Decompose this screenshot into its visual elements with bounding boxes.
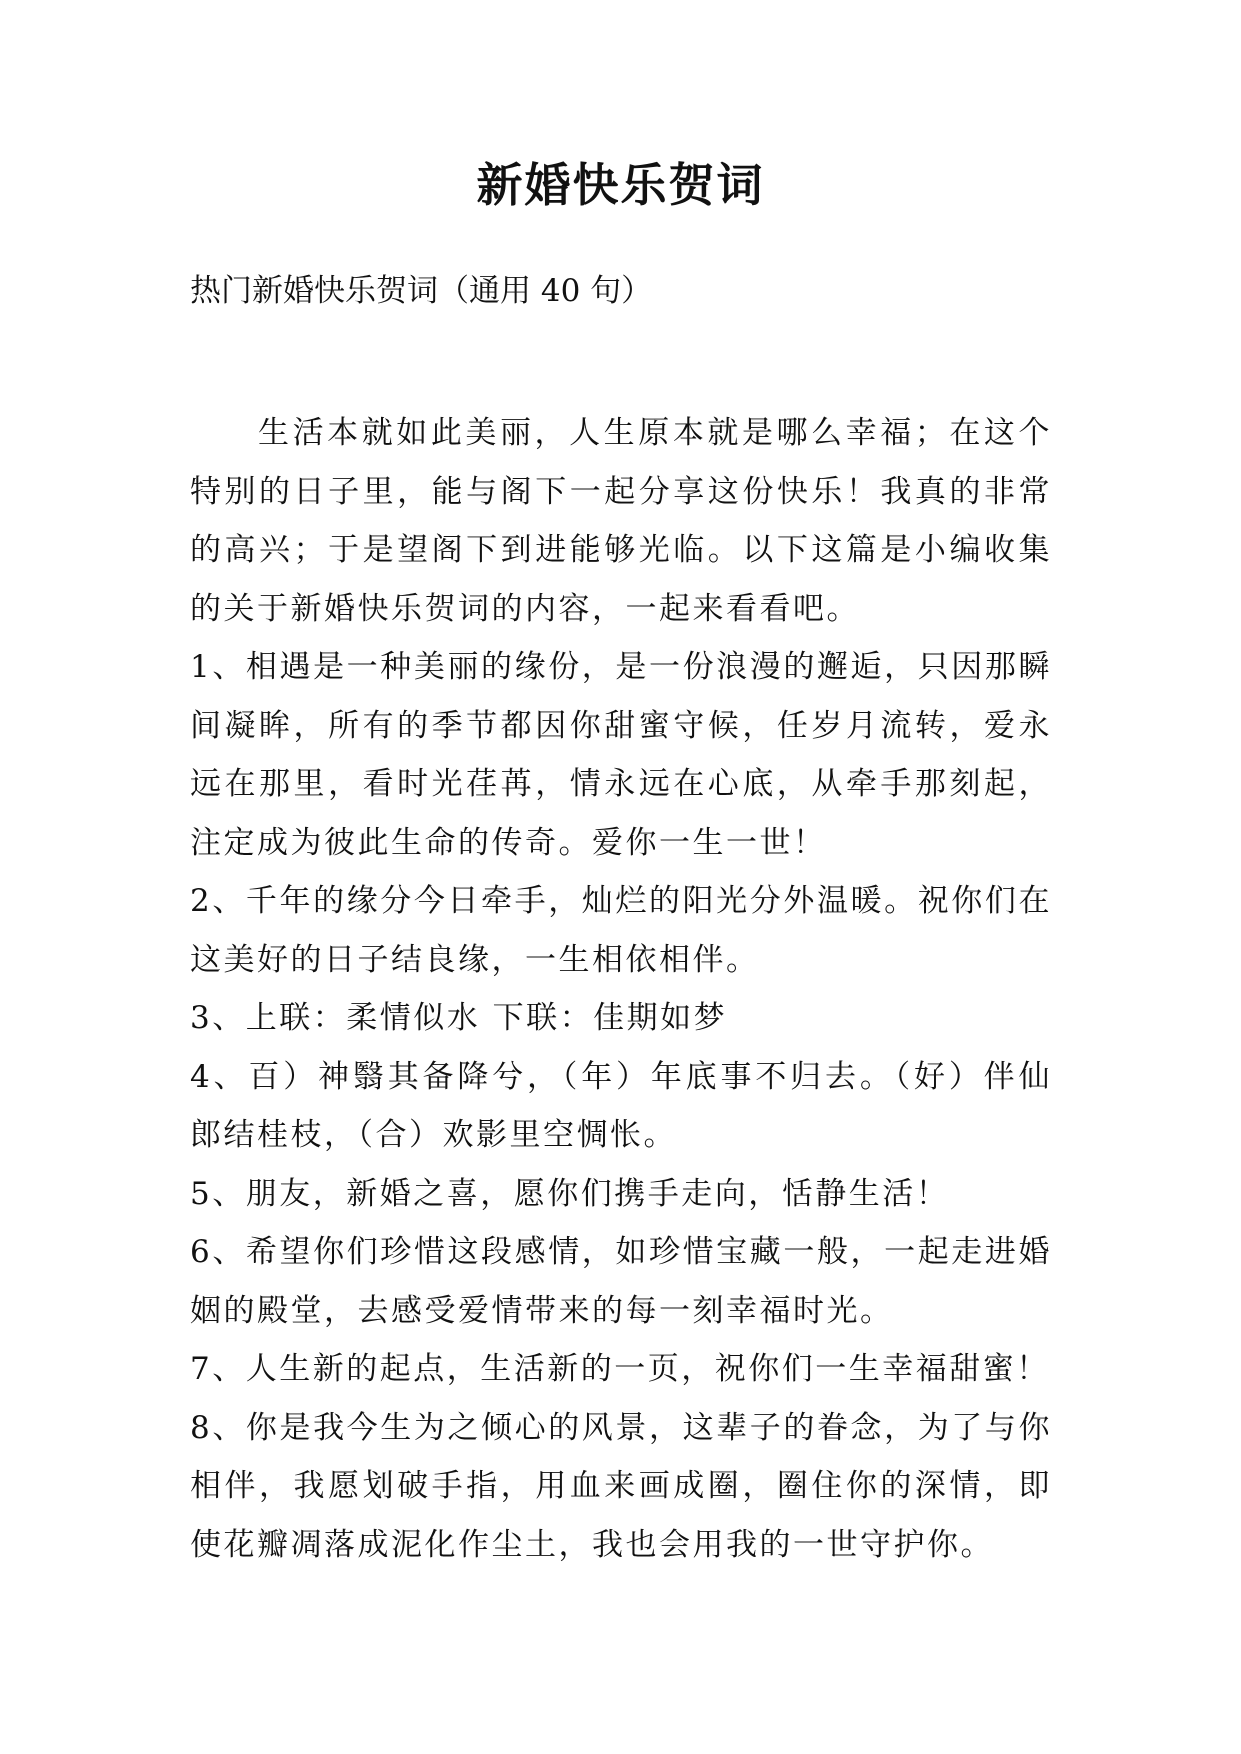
document-title: 新婚快乐贺词	[476, 158, 765, 212]
greeting-item-6: 6、希望你们珍惜这段感情，如珍惜宝藏一般，一起走进婚姻的殿堂，去感受爱情带来的每一刻幸福时光。	[190, 1234, 1052, 1329]
greeting-item-1: 1、相遇是一种美丽的缘份，是一份浪漫的邂逅，只因那瞬间凝眸，所有的季节都因你甜蜜守候，任岁月流转，爱永远在那里，看时光荏苒，情永远在心底，从牵手那刻起，注定成为彼此生命的传奇。爱你一生一世！	[190, 649, 1052, 861]
greeting-item-5: 5、朋友，新婚之喜，愿你们携手走向，恬静生活！	[190, 1175, 950, 1212]
greeting-item-2: 2、千年的缘分今日牵手，灿烂的阳光分外温暖。祝你们在这美好的日子结良缘，一生相依相伴。	[190, 883, 1052, 978]
document-body	[190, 404, 1052, 1574]
document-subtitle: 热门新婚快乐贺词（通用 40 句）	[190, 273, 653, 309]
greeting-item-8: 8、你是我今生为之倾心的风景，这辈子的眷念，为了与你相伴，我愿划破手指，用血来画成圈，圈住你的深情，即使花瓣凋落成泥化作尘土，我也会用我的一世守护你。	[190, 1409, 1052, 1563]
greeting-item-7: 7、人生新的起点，生活新的一页，祝你们一生幸福甜蜜！	[190, 1351, 1050, 1387]
greeting-item-3: 3、上联：柔情似水 下联：佳期如梦	[190, 1000, 728, 1036]
intro-paragraph: 生活本就如此美丽，人生原本就是哪么幸福；在这个特别的日子里，能与阁下一起分享这份快乐！我真的非常的高兴；于是望阁下到进能够光临。以下这篇是小编收集的关于新婚快乐贺词的内容，一起来看看吧。	[190, 415, 1052, 627]
greeting-item-4: 4、百）神翳其备降兮，（年）年底事不归去。（好）伴仙郎结桂枝，（合）欢影里空惆怅。	[190, 1058, 1052, 1153]
